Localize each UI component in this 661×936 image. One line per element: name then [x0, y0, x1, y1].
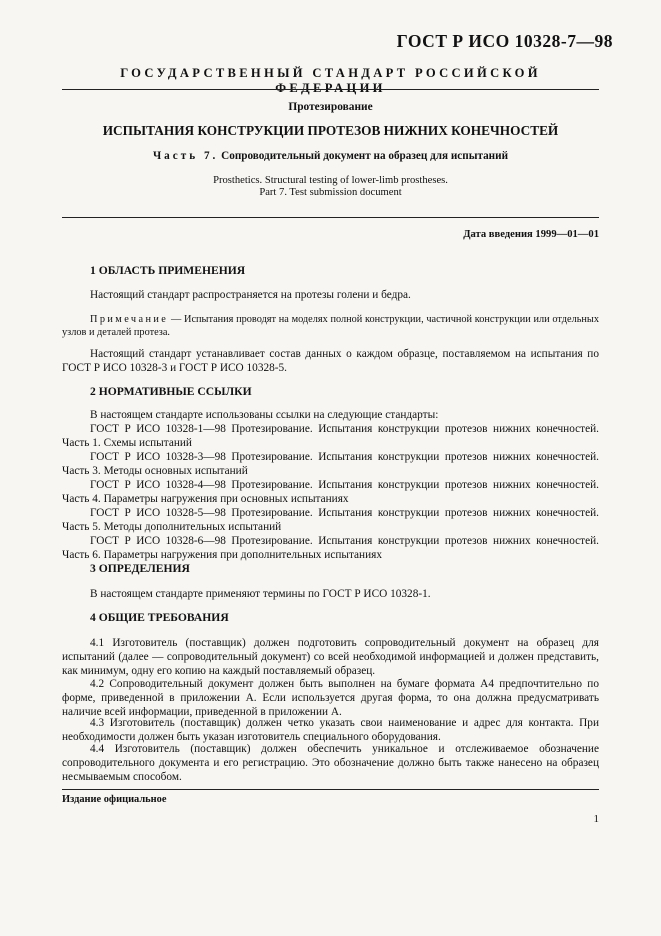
footer-rule: [62, 789, 599, 790]
edition-label: Издание официальное: [62, 794, 167, 805]
reference-item: ГОСТ Р ИСО 10328-5—98 Протезирование. Испытания конструкции протезов нижних конечностей. Часть 5. Методы дополнительных испытаний: [62, 507, 599, 533]
reference-item: ГОСТ Р ИСО 10328-6—98 Протезирование. Испытания конструкции протезов нижних конечностей. Часть 6. Параметры нагружения при дополнительных испытаниях: [62, 535, 599, 561]
section-4-heading: 4 ОБЩИЕ ТРЕБОВАНИЯ: [90, 611, 229, 624]
section-1-heading: 1 ОБЛАСТЬ ПРИМЕНЕНИЯ: [90, 264, 246, 277]
clause-4-2: 4.2 Сопроводительный документ должен быть выполнен на бумаге формата А4 предпочтительно по форме, приведенной в приложении А. Если используется другая форма, то она должна предусматривать наличие всей информации, приведенной в приложении А.: [62, 678, 599, 718]
clause-4-3: 4.3 Изготовитель (поставщик) должен четко указать свои наименование и адрес для контакта. При необходимости должен быть указан изготовитель специального оборудования.: [62, 717, 599, 743]
clause-4-1: 4.1 Изготовитель (поставщик) должен подготовить сопроводительный документ на образец для испытаний (далее — сопроводительный документ) со всей необходимой информацией и должен представить, как минимум, одну его копию на каждый поставляемый образец.: [62, 637, 599, 677]
document-title: ИСПЫТАНИЯ КОНСТРУКЦИИ ПРОТЕЗОВ НИЖНИХ КОНЕЧНОСТЕЙ: [102, 123, 559, 138]
section-1-note: [62, 313, 599, 339]
note-text: — Испытания проводят на моделях полной конструкции, частичной конструкции или отдельных узлов и деталей протеза.: [62, 314, 599, 338]
reference-item: ГОСТ Р ИСО 10328-1—98 Протезирование. Испытания конструкции протезов нижних конечностей. Часть 1. Схемы испытаний: [62, 423, 599, 449]
section-2-heading: 2 НОРМАТИВНЫЕ ССЫЛКИ: [90, 385, 252, 398]
section-1-paragraph-2: Настоящий стандарт устанавливает состав данных о каждом образце, поставляемом на испытания по ГОСТ Р ИСО 10328-3 и ГОСТ Р ИСО 10328-5.: [62, 348, 599, 374]
english-title-line-2: Part 7. Test submission document: [259, 187, 402, 198]
section-1-paragraph-1: Настоящий стандарт распространяется на протезы голени и бедра.: [90, 289, 411, 301]
english-title-line-1: Prosthetics. Structural testing of lower-limb prostheses.: [213, 175, 448, 186]
normative-references: [62, 408, 599, 562]
clause-4-4: 4.4 Изготовитель (поставщик) должен обеспечить уникальное и отслеживаемое обозначение сопроводительного документа и его регистрацию. Это обозначение должно быть также нанесено на образец несмываемым способом.: [62, 743, 599, 783]
document-subject: Протезирование: [288, 101, 373, 113]
note-label: Примечание: [90, 314, 169, 325]
introduction-date: Дата введения 1999—01—01: [463, 229, 599, 240]
english-title: [62, 175, 599, 199]
top-rule: [62, 89, 599, 90]
part-name: Сопроводительный документ на образец для испытаний: [221, 150, 509, 162]
references-intro: В настоящем стандарте использованы ссылки на следующие стандарты:: [90, 409, 439, 421]
part-label: Часть 7.: [152, 150, 219, 162]
state-standard-title: ГОСУДАРСТВЕННЫЙ СТАНДАРТ РОССИЙСКОЙ ФЕДЕРАЦИИ: [120, 66, 541, 95]
standard-id: ГОСТ Р ИСО 10328-7—98: [396, 31, 613, 51]
reference-item: ГОСТ Р ИСО 10328-4—98 Протезирование. Испытания конструкции протезов нижних конечностей. Часть 4. Параметры нагружения при основных испытаниях: [62, 479, 599, 505]
part-title: [62, 150, 599, 162]
page-number: 1: [593, 813, 599, 825]
reference-item: ГОСТ Р ИСО 10328-3—98 Протезирование. Испытания конструкции протезов нижних конечностей. Часть 3. Методы основных испытаний: [62, 451, 599, 477]
title-block-rule: [62, 217, 599, 218]
section-3-paragraph: В настоящем стандарте применяют термины по ГОСТ Р ИСО 10328-1.: [90, 588, 431, 600]
section-3-heading: 3 ОПРЕДЕЛЕНИЯ: [90, 562, 190, 575]
